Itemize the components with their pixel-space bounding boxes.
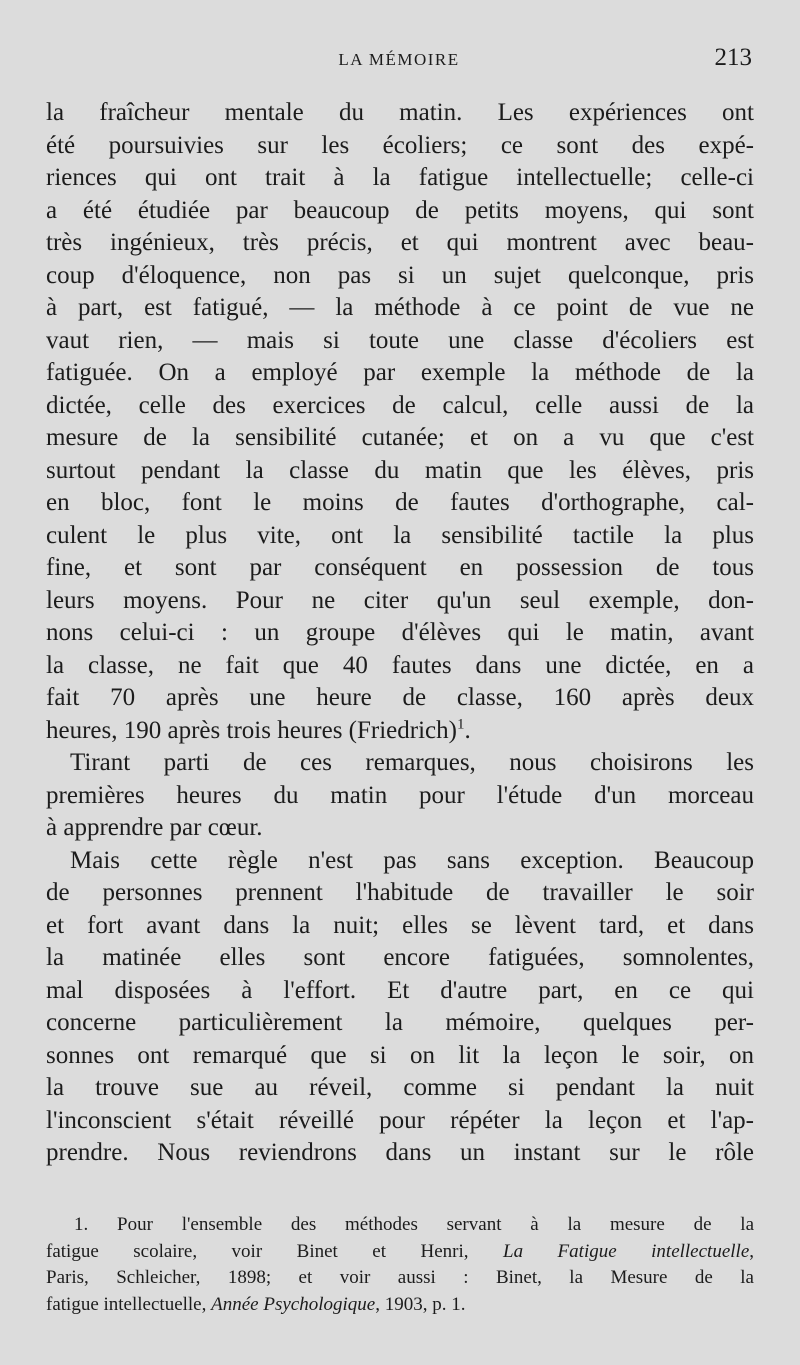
text-line: la fraîcheur mentale du matin. Les expériences ont xyxy=(46,99,754,126)
text-line: à apprendre par cœur. xyxy=(46,814,263,841)
text-line: coup d'éloquence, non pas si un sujet quelconque, pris xyxy=(46,261,754,289)
text-line: été poursuivies sur les écoliers; ce sont des expé- xyxy=(46,131,754,159)
text-line: de personnes prennent l'habitude de travailler le soir xyxy=(46,879,754,906)
text-line: premières heures du matin pour l'étude d'un morceau xyxy=(46,781,754,809)
text-line: la trouve sue au réveil, comme si pendant la nuit xyxy=(46,1074,754,1101)
text-line: mal disposées à l'effort. Et d'autre part, en ce qui xyxy=(46,976,754,1004)
text-fragment: , xyxy=(749,1240,755,1262)
text-line: nons celui-ci : un groupe d'élèves qui le matin, avant xyxy=(46,619,754,646)
text-fragment: . xyxy=(464,716,471,744)
text-line: surtout pendant la classe du matin que les élèves, pris xyxy=(46,456,754,484)
text-line: dictée, celle des exercices de calcul, celle aussi de la xyxy=(46,391,754,419)
text-fragment: , 1903, p. 1. xyxy=(375,1293,466,1315)
footnote-line xyxy=(46,1292,754,1319)
text-line: à part, est fatigué, — la méthode à ce point de vue ne xyxy=(46,294,754,321)
text-line: en bloc, font le moins de fautes d'orthographe, cal- xyxy=(46,489,754,516)
footnote-line xyxy=(46,1239,754,1266)
text-line: fatiguée. On a employé par exemple la méthode de la xyxy=(46,359,754,386)
text-line: mesure de la sensibilité cutanée; et on a vu que c'est xyxy=(46,424,754,451)
page-number: 213 xyxy=(714,44,752,71)
text-line: prendre. Nous reviendrons dans un instant sur le rôle xyxy=(46,1139,754,1166)
text-line: la matinée elles sont encore fatiguées, somnolentes, xyxy=(46,944,754,971)
page-header xyxy=(46,44,752,78)
running-head: LA MÉMOIRE xyxy=(338,50,460,69)
footnote-line: 1. Pour l'ensemble des méthodes servant à la mesure de la xyxy=(74,1214,754,1235)
footnote-marker[interactable]: 1 xyxy=(456,716,465,733)
text-fragment: fatigue intellectuelle, xyxy=(46,1293,212,1315)
book-title: La Fatigue intellectuelle xyxy=(503,1240,750,1262)
text-line: leurs moyens. Pour ne citer qu'un seul exemple, don- xyxy=(46,586,754,614)
text-line: a été étudiée par beaucoup de petits moyens, qui sont xyxy=(46,196,754,224)
text-line: concerne particulièrement la mémoire, quelques per- xyxy=(46,1009,754,1036)
footnote xyxy=(46,1212,754,1318)
text-line xyxy=(46,715,754,748)
text-line: culent le plus vite, ont la sensibilité tactile la plus xyxy=(46,521,754,549)
text-line: vaut rien, — mais si toute une classe d'écoliers est xyxy=(46,326,754,354)
text-line: la classe, ne fait que 40 fautes dans une dictée, en a xyxy=(46,651,754,679)
text-line: et fort avant dans la nuit; elles se lèvent tard, et dans xyxy=(46,911,754,939)
journal-title: Année Psychologique xyxy=(211,1293,376,1315)
text-line: Mais cette règle n'est pas sans exception. Beaucoup xyxy=(70,846,754,874)
text-line: fine, et sont par conséquent en possession de tous xyxy=(46,554,754,581)
text-line: l'inconscient s'était réveillé pour répéter la leçon et l'ap- xyxy=(46,1106,754,1134)
text-line: fait 70 après une heure de classe, 160 après deux xyxy=(46,684,754,711)
text-fragment: heures, 190 après trois heures (Friedrich) xyxy=(46,716,457,744)
text-line: Tirant parti de ces remarques, nous choisirons les xyxy=(70,749,754,776)
text-fragment: fatigue scolaire, voir Binet et Henri, xyxy=(46,1240,503,1262)
text-line: très ingénieux, très précis, et qui montrent avec beau- xyxy=(46,229,754,256)
footnote-line: Paris, Schleicher, 1898; et voir aussi : Binet, la Mesure de la xyxy=(46,1267,754,1288)
main-text xyxy=(46,97,754,1170)
text-line: sonnes ont remarqué que si on lit la leçon le soir, on xyxy=(46,1041,754,1069)
text-line: riences qui ont trait à la fatigue intellectuelle; celle-ci xyxy=(46,164,754,191)
